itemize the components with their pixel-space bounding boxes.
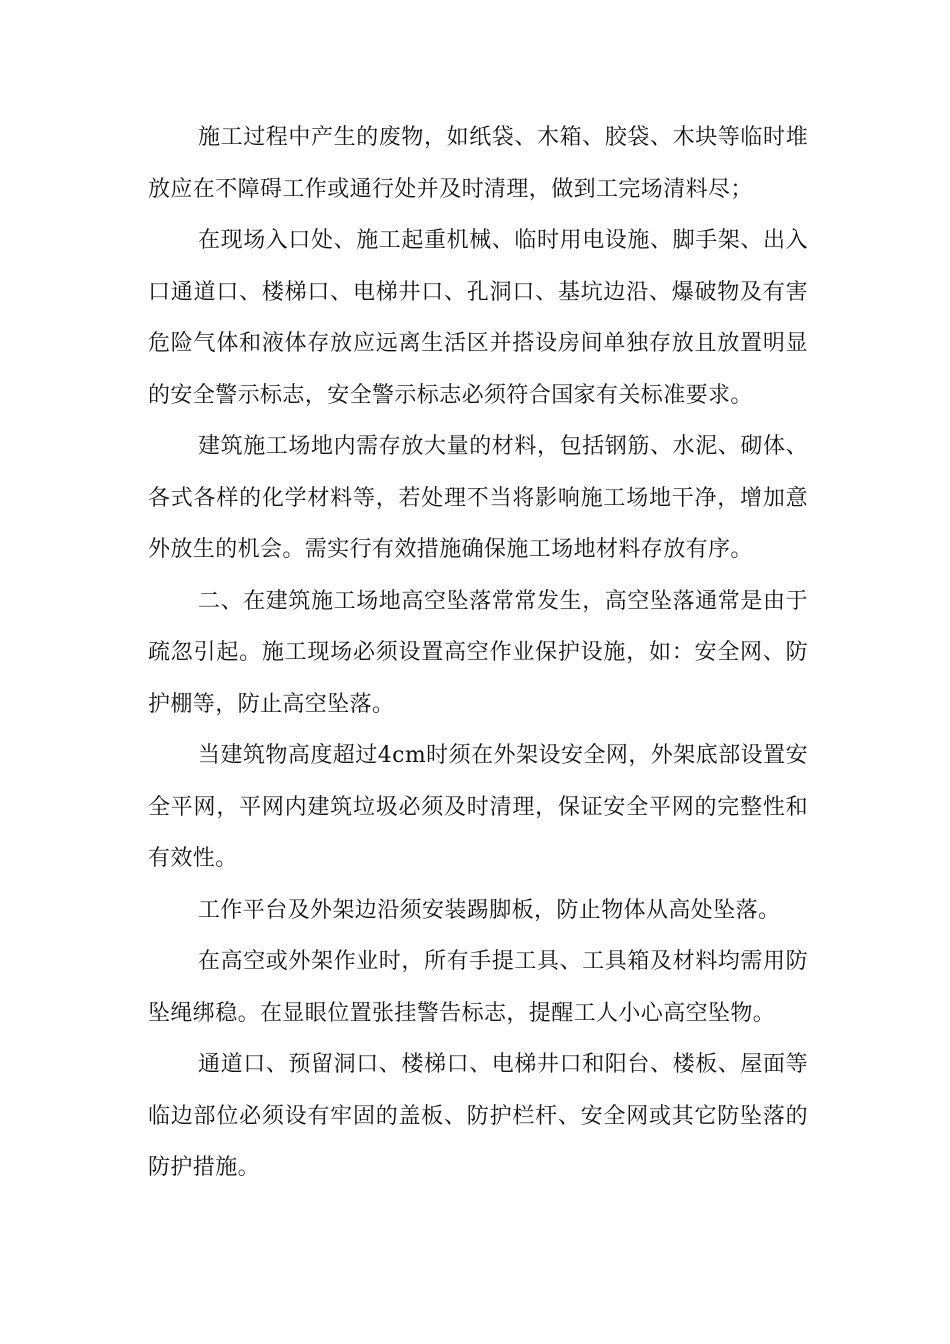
paragraph-toe-board: 工作平台及外架边沿须安装踢脚板，防止物体从高处坠落。 bbox=[198, 897, 781, 923]
paragraph-safety-net: 当建筑物高度超过4cm时须在外架设安全网，外架底部设置安全平网，平网内建筑垃圾必须及时清理，保证安全平网的完整性和有效性。 bbox=[148, 743, 808, 871]
paragraph-edge-protection: 通道口、预留洞口、楼梯口、电梯井口和阳台、楼板、屋面等临边部位必须设有牢固的盖板、防护栏杆、安全网或其它防坠落的防护措施。 bbox=[148, 1052, 808, 1180]
paragraph-fall-protection: 二、在建筑施工场地高空坠落常常发生，高空坠落通常是由于疏忽引起。施工现场必须设置高空作业保护设施，如：安全网、防护棚等，防止高空坠落。 bbox=[148, 588, 808, 717]
paragraph-tool-securing: 在高空或外架作业时，所有手提工具、工具箱及材料均需用防坠绳绑稳。在显眼位置张挂警告标志，提醒工人小心高空坠物。 bbox=[148, 949, 808, 1026]
paragraph-waste-cleanup: 施工过程中产生的废物，如纸袋、木箱、胶袋、木块等临时堆放应在不障碍工作或通行处并及时清理，做到工完场清料尽； bbox=[148, 125, 808, 202]
paragraph-warning-signs: 在现场入口处、施工起重机械、临时用电设施、脚手架、出入口通道口、楼梯口、电梯井口、孔洞口、基坑边沿、爆破物及有害危险气体和液体存放应远离生活区并搭设房间单独存放且放置明显的安全警示标志，安全警示标志必须符合国家有关标准要求。 bbox=[148, 228, 808, 408]
document-body bbox=[148, 112, 808, 1194]
paragraph-material-storage: 建筑施工场地内需存放大量的材料，包括钢筋、水泥、砌体、各式各样的化学材料等，若处理不当将影响施工场地干净，增加意外放生的机会。需实行有效措施确保施工场地材料存放有序。 bbox=[148, 434, 808, 562]
